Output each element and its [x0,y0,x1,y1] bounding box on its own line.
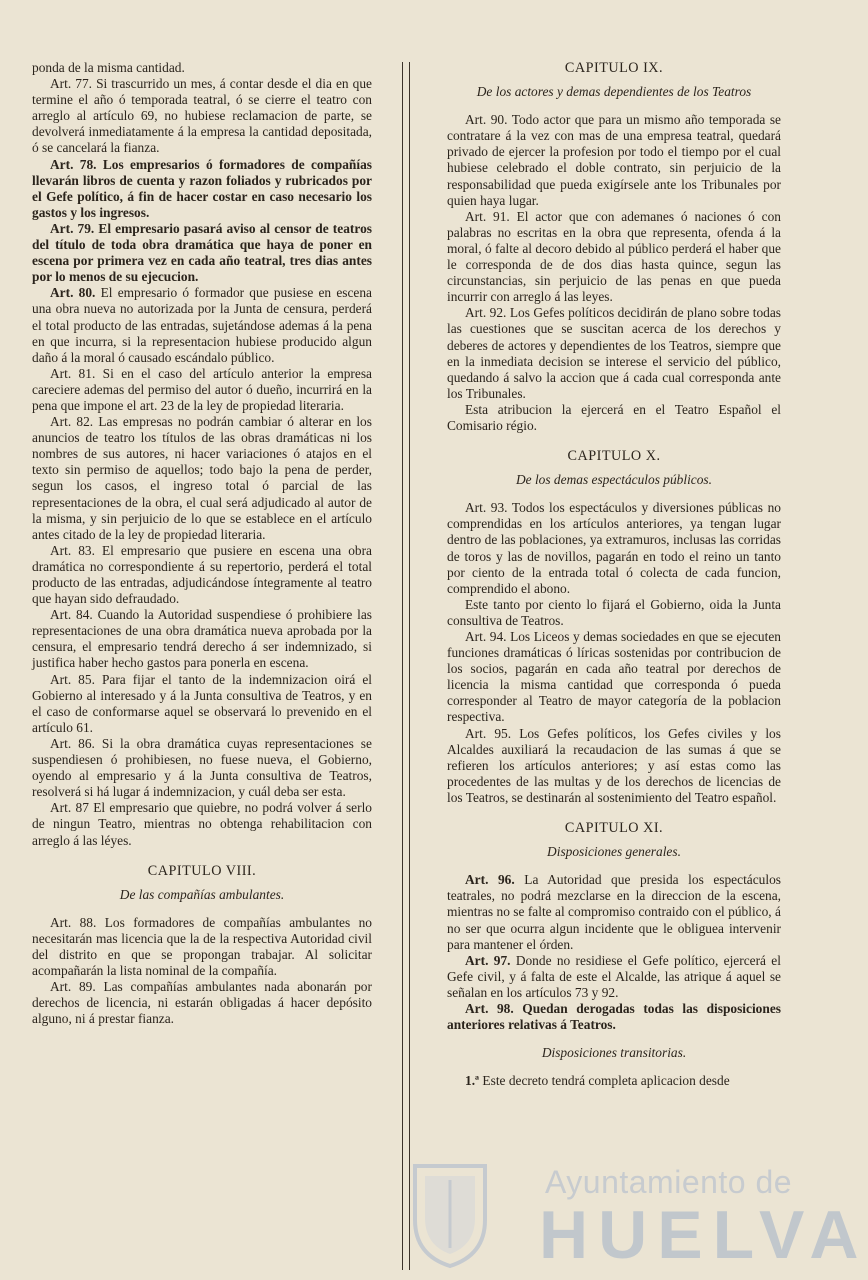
article-text: Para fijar el tanto de la indemnizacion oirá el Gobierno al interesado y á la Junta consultiva de Teatros, y en el caso de conformarse aquel se observará lo prevenido en el artículo 61. [32,671,372,735]
column-divider [402,62,403,1270]
article-text: Si en el caso del artículo anterior la empresa careciere ademas del permiso del autor ó dueño, incurrirá en la pena que impone el art. 23 de la ley de propiedad literaria. [32,365,372,413]
transitional-subtitle: Disposiciones transitorias. [541,1045,687,1061]
article-label: Art. 93. [465,500,508,516]
article-97 [447,953,781,1001]
article-text: El empresario pasará aviso al censor de teatros del título de toda obra dramática que haya de poner en escena por primera vez en cada año teatral, tres dias antes por lo menos de su ejecucion. [32,220,372,285]
chapter-9-subtitle: De los actores y demas dependientes de los Teatros [476,84,752,100]
article-label: Art. 92. [465,305,507,321]
provision-label: 1.ª [465,1073,480,1089]
article-text: Los formadores de compañías ambulantes no necesitarán mas licencia que la de la respectiva Autoridad civil del distrito en que se propongan trabajar. Al solicitar acompañarán la lista nominal de la compañía. [32,914,372,979]
article-92 [447,305,781,402]
watermark-line2: HUELVA [539,1197,868,1273]
article-label: Art. 97. [465,952,511,968]
chapter-11-subtitle: Disposiciones generales. [547,844,681,860]
article-78 [32,157,372,221]
article-label: Art. 87 [50,800,89,816]
article-text: La Autoridad que presida los espectáculos teatrales, no podrá mezclarse en la direccion de la escena, mientras no se falte al compromiso contraido con el público, á no ser que ocurra algun incidente que le obliguea intervenir para mantener el órden. [447,872,781,952]
article-label: Art. 86. [50,735,95,751]
chapter-10-subtitle: De los demas espectáculos públicos. [516,472,712,488]
chapter-9-title: CAPITULO IX. [564,60,664,76]
article-text: Las empresas no podrán cambiar ó alterar en los anuncios de teatro los títulos de las obras dramáticas ni los nombres de sus autores, ni hacer variaciones ó atajos en el texto sin permiso de aquellos; todo bajo la pena de perder, segun los casos, el ingreso total ó parcial de las representaciones de la obra, el cual será adjudicado al autor de la misma, y sin perjuicio de lo que se establece en el artículo antes citado de la ley de propiedad literaria. [32,414,372,542]
article-84 [32,607,372,671]
article-90 [447,112,781,209]
article-label: Art. 96. [465,872,515,888]
article-82 [32,414,372,543]
article-label: Art. 82. [50,414,94,430]
article-83 [32,543,372,607]
article-94 [447,629,781,726]
article-text: El empresario ó formador que pusiese en escena una obra nueva no autorizada por la Junta de censura, perderá el total producto de las entradas, sujetándose ademas á la pena en que incurra, si la representacion hubiese producido algun daño á la moral ó causado escándalo público. [32,285,372,365]
article-96 [447,872,781,952]
article-label: Art. 89. [50,979,96,995]
right-column [447,60,781,1089]
watermark [405,1160,868,1273]
article-label: Art. 91. [465,208,510,224]
article-label: Art. 90. [465,112,508,128]
article-81 [32,366,372,414]
article-87 [32,800,372,848]
coat-of-arms-icon [405,1160,495,1270]
provision-text: Este decreto tendrá completa aplicacion desde [482,1073,730,1089]
chapter-8-subtitle: De las compañías ambulantes. [119,886,285,902]
article-text: Donde no residiese el Gefe político, ejercerá el Gefe civil, y á falta de este el Alcalde, las atrique á aquel se señalan en los artículos 73 y 92. [447,952,781,1000]
article-80 [32,285,372,365]
article-79 [32,221,372,285]
transitional-provision-1 [447,1073,781,1089]
article-85 [32,672,372,736]
article-89 [32,979,372,1027]
article-text: El empresario que quiebre, no podrá volver á serlo de ningun Teatro, mientras no obtenga rehabilitacion con arreglo á las léyes. [32,800,372,848]
article-text: Todo actor que para un mismo año temporada se contratare á la vez con mas de una empresa teatral, quedará privado de ejercer la profesion por todo el tiempo por el cual hubiese celebrado el doble contrato, sin perjuicio de la responsabilidad que pueda exigírsele ante los Tribunales por quien haya lugar. [447,112,781,208]
article-88 [32,915,372,979]
article-label: Art. 95. [465,725,512,741]
article-label: Art. 81. [50,365,96,381]
article-label: Art. 79. [50,220,95,236]
article-label: Art. 85. [50,671,95,687]
article-text: Todos los espectáculos y diversiones públicas no comprendidas en los artículos anteriores, ya tengan lugar dentro de las poblaciones, ya extramuros, inclusas las corridas de toros y las de novillos, pagarán en todo el reino un tanto por ciento de la entrada total ó colecta de cada funcion, comprendido el abono. [447,500,781,596]
article-label: Art. 88. [50,914,97,930]
article-label: Art. 80. [50,285,96,301]
column-divider [409,62,410,1270]
article-text: Los Liceos y demas sociedades en que se ejecuten funciones dramáticas ó líricas sostenidas por contribucion de los socios, pagarán en cada año teatral por derechos de licencia la misma cantidad que corresponda ó pueda corresponder al Teatro de mayor categoría de la poblacion respectiva. [447,629,781,725]
paragraph: Este tanto por ciento lo fijará el Gobierno, oida la Junta consultiva de Teatros. [447,596,781,628]
paragraph: ponda de la misma cantidad. [32,60,185,75]
article-text: El empresario que pusiere en escena una obra dramática no correspondiente á su repertorio, perderá el total producto de las entradas, adjudicándose íntegramente al teatro que hayan sido defraudado. [32,542,372,607]
chapter-8-title: CAPITULO VIII. [147,862,257,879]
chapter-10-title: CAPITULO X. [567,448,661,465]
article-86 [32,736,372,800]
paragraph: Esta atribucion la ejercerá en el Teatro Español el Comisario régio. [447,401,781,433]
article-text: Si la obra dramática cuyas representaciones se suspendiesen ó prohibiesen, no fuese nueva, el Gobierno, oyendo al empresario y á la Junta consultiva de Teatros, resolverá si há lugar á indemnizacion, y cuál deba ser esta. [32,735,372,800]
article-label: Art. 77. [50,76,92,92]
article-label: Art. 98. [465,1000,514,1016]
article-label: Art. 83. [50,542,95,558]
chapter-11-title: CAPITULO XI. [564,820,664,837]
article-91 [447,209,781,306]
article-label: Art. 94. [465,629,507,644]
article-95 [447,726,781,806]
article-98 [447,1001,781,1033]
article-93 [447,500,781,597]
article-text: Los Gefes políticos decidirán de plano sobre todas las cuestiones que se suscitan acerca de los derechos y deberes de actores y dependientes de los Teatros, siempre que en la inmediata decision se interese el servicio del público, quedando á salvo la accion que á cada cual corresponda ante los Tribunales. [447,305,781,401]
article-text: Cuando la Autoridad suspendiese ó prohibiere las representaciones de una obra dramática nueva aprobada por la censura, el empresario tendrá derecho á ser indemnizado, si justifica haber hecho gastos para ponerla en escena. [32,607,372,671]
article-text: Los empresarios ó formadores de compañías llevarán libros de cuenta y razon foliados y rubricados por el Gefe político, á fin de hacer costar en caso necesario los gastos y los ingresos. [32,156,372,220]
left-column [32,60,372,1027]
article-text: El actor que con ademanes ó naciones ó con palabras no escritas en la obra que representa, ofenda á la moral, ó falte al decoro debido al público perderá el haber que le corresponda de de dos dias hasta quince, segun las circunstancias, sin perjuicio de las penas en que pueda incurrir con arreglo á las leyes. [447,208,781,305]
article-text: Si trascurrido un mes, á contar desde el dia en que termine el año ó temporada teatral, ó se cierre el teatro con arreglo al artículo 69, no hubiese reclamacion de parte, se devolverá inmediatamente á la empresa la cantidad depositada, ó se cancelará la fianza. [32,76,372,156]
article-label: Art. 84. [50,607,93,623]
article-label: Art. 78. [50,156,97,172]
article-text: Los Gefes políticos, los Gefes civiles y los Alcaldes auxiliará la recaudacion de las sumas á que se refieren los artículos anteriores; y así estas como las procedentes de las multas y de los derechos de licencias de los Teatros, se destinarán al sostenimiento del Teatro español. [447,725,781,805]
watermark-line1: Ayuntamiento de [545,1164,793,1200]
article-77 [32,76,372,156]
article-text: Quedan derogadas todas las disposiciones anteriores relativas á Teatros. [447,1000,781,1033]
article-text: Las compañías ambulantes nada abonarán por derechos de licencia, ni estarán obligadas á hacer depósito alguno, ni á prestar fianza. [32,979,372,1027]
